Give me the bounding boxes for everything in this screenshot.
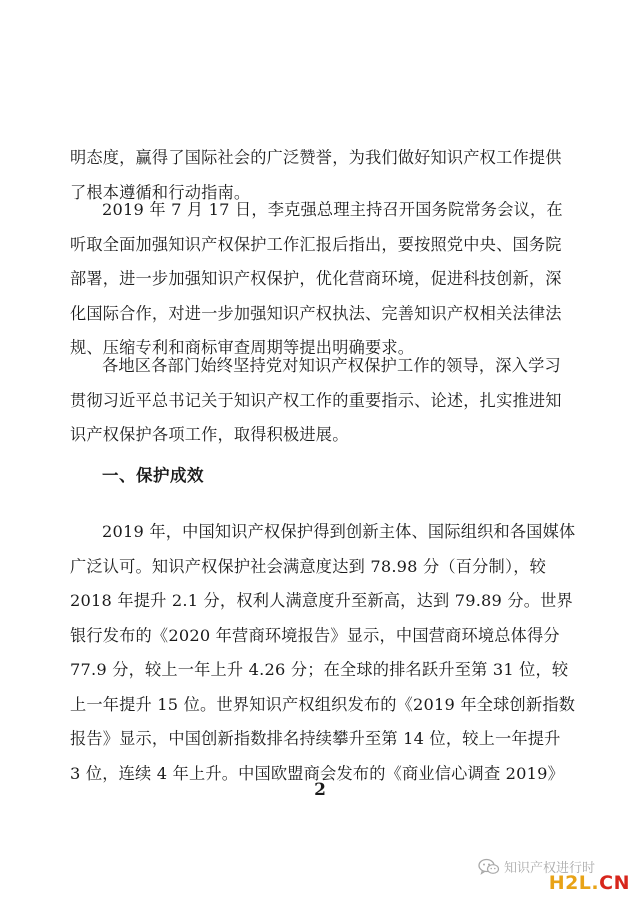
paragraph-3: 各地区各部门始终坚持党对知识产权保护工作的领导，深入学习贯彻习近平总书记关于知识产权工作的重要指示、论述，扎实推进知识产权保护各项工作，取得积极进展。 — [70, 356, 562, 444]
paragraph-4: 2019 年，中国知识产权保护得到创新主体、国际组织和各国媒体广泛认可。知识产权保护社会满意度达到 78.98 分（百分制），较 2018 年提升 2.1 分，权利人满意度升至新高，达到 79.89 分。世界银行发布的《2020 年营商环境报告》显示，中国营商环境总体得分 77.9 分，较上一年上升 4.26 分；在全球的排名跃升至第 31 位，较上一年提升 15 位。世界知识产权组织发布的《2019 年全球创新指数报告》显示，中国创新指数排名持续攀升至第 14 位，较上一年提升 3 位，连续 4 年上升。中国欧盟商会发布的《商业信心调查 2019》 — [70, 522, 576, 783]
wechat-icon — [478, 858, 500, 876]
logo-h2l: H2L — [548, 872, 592, 894]
section-heading: 一、保护成效 — [102, 466, 204, 485]
watermark-text: 知识产权进行时 — [504, 861, 596, 876]
logo-cn: CN — [599, 872, 630, 894]
page-number: 2 — [314, 780, 326, 800]
paragraph-2: 2019 年 7 月 17 日，李克强总理主持召开国务院常务会议，在听取全面加强知识产权保护工作汇报后指出，要按照党中央、国务院部署，进一步加强知识产权保护，优化营商环境，促进科技创新，深化国际合作，对进一步加强知识产权执法、完善知识产权相关法律法规、压缩专利和商标审查周期等提出明确要求。 — [70, 200, 563, 357]
paragraph-1: 明态度，赢得了国际社会的广泛赞誉，为我们做好知识产权工作提供了根本遵循和行动指南。 — [70, 148, 562, 202]
site-logo — [549, 872, 630, 894]
logo-dot: . — [591, 872, 600, 894]
